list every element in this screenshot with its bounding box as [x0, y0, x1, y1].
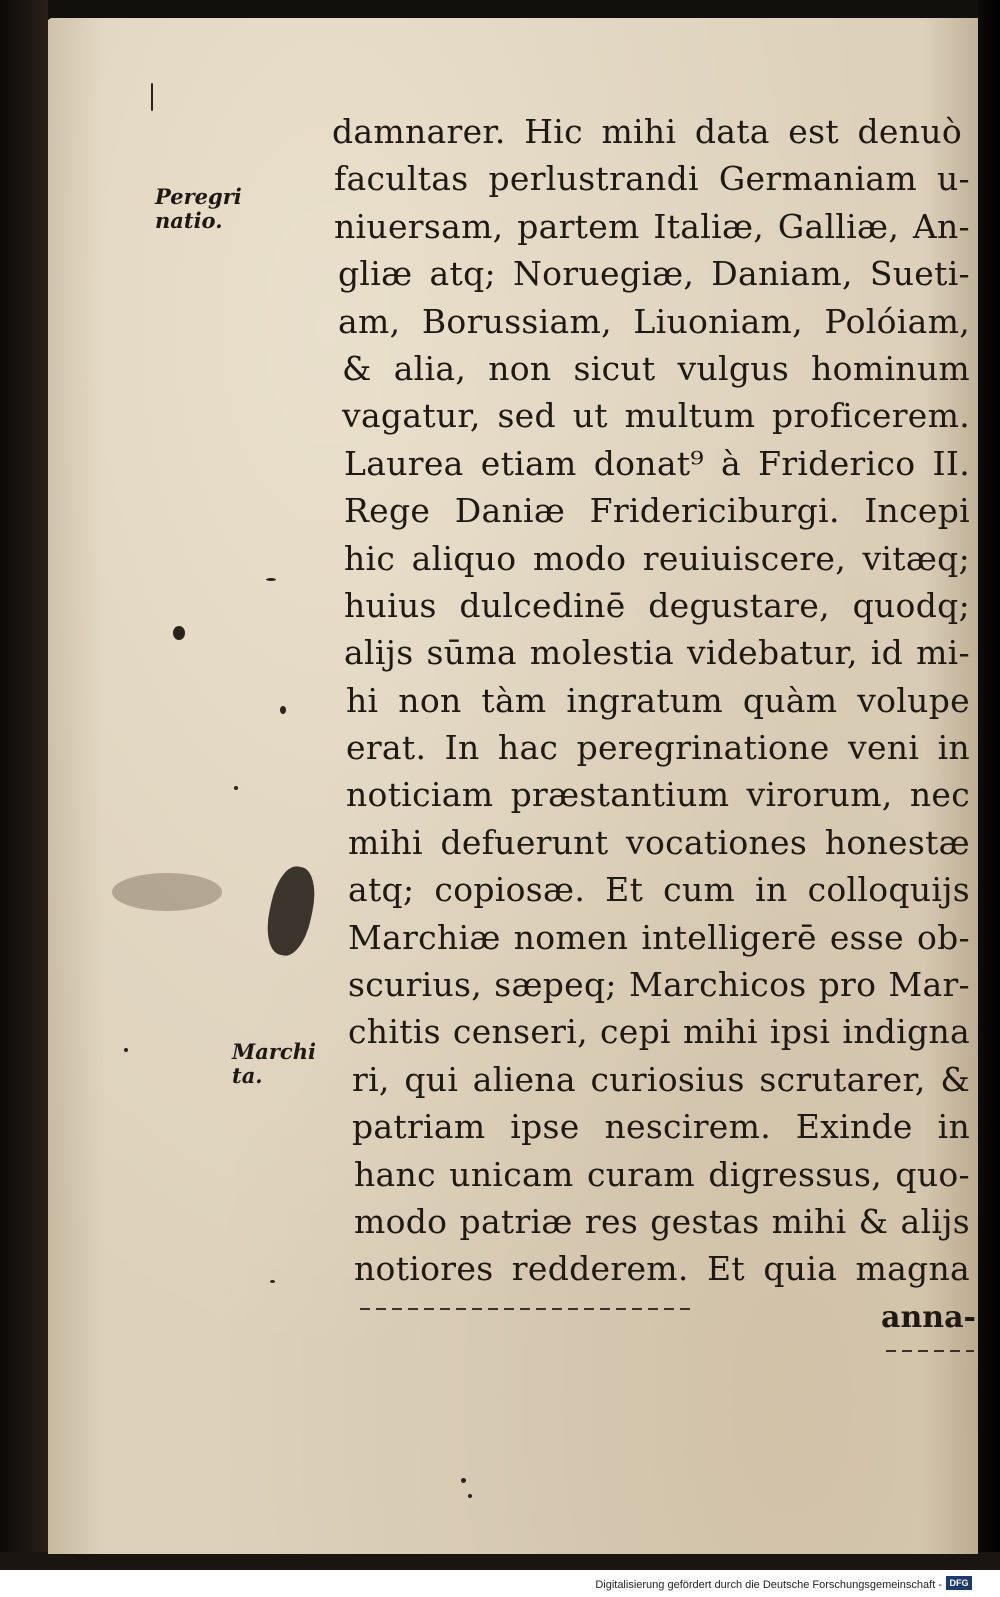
- text-line: damnarer. Hic mihi data est denuò: [332, 112, 962, 151]
- ink-stain: [112, 873, 222, 911]
- ink-speck: [124, 1048, 128, 1052]
- text-line: Marchiæ nomen intelligerē esse ob-: [348, 917, 970, 957]
- dfg-logo-icon: DFG: [946, 1576, 972, 1590]
- text-line: niuersam, partem Italiæ, Galliæ, An-: [334, 206, 970, 246]
- text-line: ri, qui aliena curiosius scrutarer, &: [352, 1059, 970, 1099]
- ink-speck: [468, 1494, 472, 1498]
- text-line: vagatur, sed ut multum proficerem.: [342, 396, 970, 436]
- scan-border-bottom: [0, 1552, 1000, 1570]
- text-line: & alia, non sicut vulgus hominum: [342, 348, 970, 388]
- text-line: Rege Daniæ Fridericiburgi. Incepi: [344, 491, 970, 531]
- ink-speck: [270, 1280, 275, 1283]
- text-line: facultas perlustrandi Germaniam u-: [334, 159, 970, 199]
- text-line: hi non tàm ingratum quàm volupe: [346, 680, 970, 720]
- text-line: noticiam præstantium virorum, nec: [346, 775, 970, 815]
- margin-note-line: ta.: [232, 1063, 263, 1088]
- text-line: scurius, sæpeq; Marchicos pro Mar-: [348, 965, 970, 1005]
- scan-border-top: [0, 0, 1000, 20]
- rule-line: [360, 1308, 690, 1310]
- text-line: Laurea etiam donat⁹ à Friderico II.: [344, 443, 970, 483]
- body-text: [280, 108, 970, 1293]
- ink-speck: [266, 578, 276, 581]
- text-line: alijs sūma molestia videbatur, id mi-: [344, 633, 970, 673]
- margin-note-peregrinatio: [155, 185, 242, 233]
- ink-speck: [173, 626, 185, 640]
- margin-note-line: natio.: [155, 208, 223, 233]
- catchword: anna-: [881, 1300, 976, 1335]
- text-line: modo patriæ res gestas mihi & alijs: [354, 1201, 970, 1241]
- footer-credit: Digitalisierung gefördert durch die Deutsche Forschungsgemeinschaft -: [595, 1579, 942, 1591]
- text-line: am, Borussiam, Liuoniam, Polóiam,: [338, 301, 970, 341]
- text-line: mihi defuerunt vocationes honestæ: [348, 822, 970, 862]
- ink-speck: [461, 1478, 466, 1483]
- text-line: chitis censeri, cepi mihi ipsi indigna: [348, 1012, 970, 1052]
- text-line: notiores redderem. Et quia magna: [354, 1249, 970, 1289]
- footer-bar: [0, 1570, 1000, 1597]
- text-line: gliæ atq; Noruegiæ, Daniam, Sueti-: [338, 254, 970, 294]
- scan-border-left: [0, 0, 48, 1570]
- ink-speck: [151, 83, 153, 111]
- rule-line: [886, 1350, 974, 1352]
- text-line: atq; copiosæ. Et cum in colloquijs: [348, 870, 970, 910]
- margin-note-line: Marchi: [232, 1039, 316, 1064]
- ink-speck: [234, 786, 238, 790]
- scan-border-right: [978, 0, 1000, 1570]
- text-line: hanc unicam curam digressus, quo-: [354, 1154, 970, 1194]
- text-line: erat. In hac peregrinatione veni in: [346, 728, 970, 768]
- margin-note-line: Peregri: [155, 184, 242, 209]
- text-line: huius dulcedinē degustare, quodq;: [344, 585, 970, 625]
- text-line: patriam ipse nescirem. Exinde in: [352, 1107, 970, 1147]
- text-line: hic aliquo modo reuiuiscere, vitæq;: [344, 538, 970, 578]
